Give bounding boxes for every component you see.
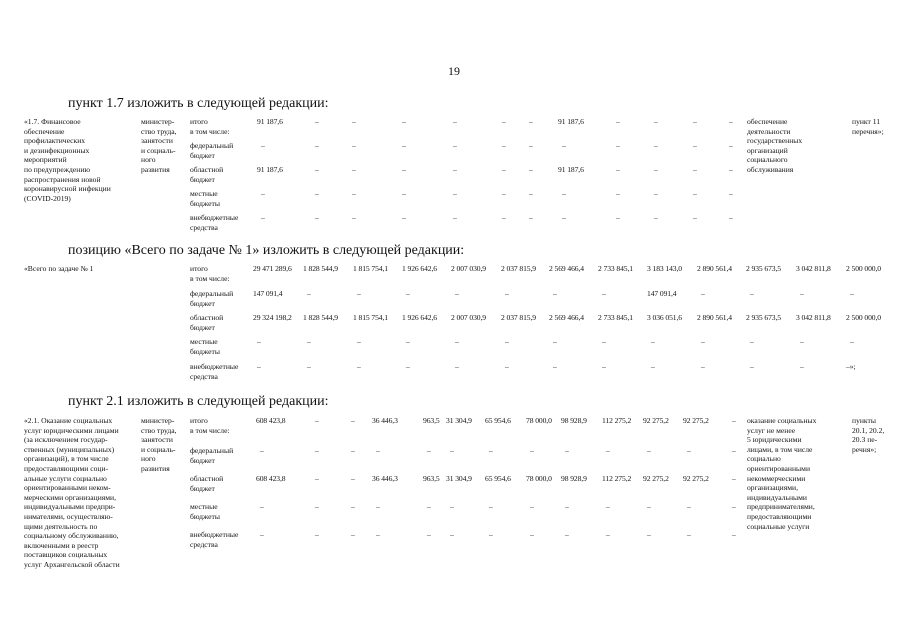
amount-cell: – <box>693 165 697 174</box>
amount-cell: 92 275,2 <box>683 474 709 483</box>
amount-cell: – <box>502 213 506 222</box>
amount-cell: – <box>647 502 651 511</box>
amount-cell: 2 037 815,9 <box>501 313 536 322</box>
amount-cell: – <box>352 165 356 174</box>
item-name-line: «2.1. Оказание социальных <box>24 416 113 425</box>
item-name-line: альные услуги социально <box>24 473 107 483</box>
amount-cell: – <box>307 337 311 346</box>
amount-cell: 2 569 466,4 <box>549 313 584 322</box>
amount-cell: – <box>261 141 265 150</box>
funding-source-label: итого <box>190 416 208 425</box>
amount-cell: – <box>729 189 733 198</box>
expected-result-line: предпринимателями, <box>747 502 815 512</box>
item-name-line: индивидуальными предпри- <box>24 502 116 512</box>
funding-source-label: бюджеты <box>190 198 220 208</box>
amount-cell: – <box>455 289 459 298</box>
amount-cell: 608 423,8 <box>256 474 286 483</box>
amount-cell: – <box>530 502 534 511</box>
amount-cell: – <box>351 416 355 425</box>
amount-cell: – <box>654 213 658 222</box>
funding-source-label: федеральный <box>190 446 234 455</box>
expected-result-line: ориентированными <box>747 464 811 473</box>
amount-cell: – <box>729 141 733 150</box>
amount-cell: 1 828 544,9 <box>303 313 338 322</box>
reference-line: пункты <box>852 416 876 425</box>
expected-result-line: социального <box>747 155 788 165</box>
amount-cell: – <box>376 530 380 539</box>
amount-cell: – <box>402 213 406 222</box>
amount-cell: – <box>505 337 509 346</box>
amount-cell: – <box>729 213 733 222</box>
funding-source-label: внебюджетные <box>190 213 239 222</box>
amount-cell: – <box>450 502 454 511</box>
amount-cell: – <box>260 530 264 539</box>
expected-result-line: услуг не менее <box>747 425 796 435</box>
amount-cell: – <box>427 446 431 455</box>
amount-cell: 1 926 642,6 <box>402 264 437 273</box>
expected-result-line: социально <box>747 454 781 464</box>
expected-result-line: 5 юридическими <box>747 435 802 445</box>
amount-cell: 31 304,9 <box>446 416 472 425</box>
amount-cell: 2 500 000,0 <box>846 313 881 322</box>
funding-source-label: местные <box>190 189 218 198</box>
executor-line: ного <box>141 454 156 464</box>
item-name-line: услуг юридическими лицами <box>24 425 119 435</box>
amount-cell: – <box>701 362 705 371</box>
item-name-line: по предупреждению <box>24 165 91 174</box>
amount-cell: 147 091,4 <box>253 289 283 298</box>
amount-cell: – <box>647 530 651 539</box>
amount-cell: –»; <box>846 362 856 371</box>
funding-source-label: бюджет <box>190 150 215 160</box>
amount-cell: – <box>352 213 356 222</box>
amount-cell: – <box>651 362 655 371</box>
item-name-line: (за исключением государ- <box>24 435 108 445</box>
amount-cell: 91 187,6 <box>257 117 283 126</box>
amount-cell: – <box>351 502 355 511</box>
amount-cell: – <box>616 213 620 222</box>
amount-cell: – <box>687 530 691 539</box>
amount-cell: – <box>351 474 355 483</box>
item-name-line: социальному обслуживанию, <box>24 531 119 541</box>
amount-cell: – <box>616 189 620 198</box>
amount-cell: – <box>453 117 457 126</box>
amount-cell: – <box>750 289 754 298</box>
amount-cell: 1 926 642,6 <box>402 313 437 322</box>
amount-cell: – <box>315 502 319 511</box>
amount-cell: – <box>606 446 610 455</box>
executor-line: ного <box>141 155 156 165</box>
section-heading: пункт 2.1 изложить в следующей редакции: <box>68 394 329 409</box>
amount-cell: – <box>750 337 754 346</box>
amount-cell: – <box>602 337 606 346</box>
amount-cell: – <box>654 165 658 174</box>
amount-cell: – <box>315 141 319 150</box>
amount-cell: – <box>529 117 533 126</box>
amount-cell: 29 471 289,6 <box>253 264 292 273</box>
amount-cell: 963,5 <box>423 474 440 483</box>
amount-cell: – <box>402 141 406 150</box>
amount-cell: 29 324 198,2 <box>253 313 292 322</box>
amount-cell: – <box>315 117 319 126</box>
executor-line: развития <box>141 165 170 174</box>
amount-cell: – <box>352 141 356 150</box>
amount-cell: – <box>315 189 319 198</box>
expected-result-line: государственных <box>747 136 803 146</box>
amount-cell: – <box>565 530 569 539</box>
expected-result-line: некоммерческими <box>747 473 806 483</box>
executor-line: министер- <box>141 117 175 126</box>
amount-cell: 91 187,6 <box>558 117 584 126</box>
amount-cell: – <box>530 530 534 539</box>
amount-cell: – <box>376 446 380 455</box>
amount-cell: 91 187,6 <box>257 165 283 174</box>
amount-cell: – <box>553 362 557 371</box>
amount-cell: – <box>402 117 406 126</box>
amount-cell: – <box>687 502 691 511</box>
amount-cell: 112 275,2 <box>602 416 632 425</box>
amount-cell: – <box>406 337 410 346</box>
item-name-line: щими деятельность по <box>24 521 98 531</box>
amount-cell: – <box>402 189 406 198</box>
expected-result-line: организациями, <box>747 483 798 493</box>
amount-cell: – <box>647 446 651 455</box>
item-name-line: включенными в реестр <box>24 540 99 550</box>
amount-cell: – <box>406 289 410 298</box>
amount-cell: – <box>450 530 454 539</box>
amount-cell: – <box>562 141 566 150</box>
funding-source-label: внебюджетные <box>190 530 239 539</box>
amount-cell: – <box>729 117 733 126</box>
amount-cell: – <box>693 213 697 222</box>
amount-cell: 36 446,3 <box>372 474 398 483</box>
item-name-line: коронавирусной инфекции <box>24 184 111 194</box>
amount-cell: – <box>530 446 534 455</box>
funding-source-label: в том числе: <box>190 126 230 136</box>
funding-source-label: местные <box>190 337 218 346</box>
amount-cell: – <box>406 362 410 371</box>
amount-cell: 2 890 561,4 <box>697 264 732 273</box>
amount-cell: 2 007 030,9 <box>451 313 486 322</box>
amount-cell: – <box>427 530 431 539</box>
executor-line: занятости <box>141 435 173 445</box>
amount-cell: – <box>732 446 736 455</box>
amount-cell: 2 569 466,4 <box>549 264 584 273</box>
amount-cell: – <box>315 474 319 483</box>
amount-cell: 92 275,2 <box>683 416 709 425</box>
expected-result-line: обеспечение <box>747 117 788 126</box>
amount-cell: 78 000,0 <box>526 474 552 483</box>
amount-cell: – <box>529 165 533 174</box>
amount-cell: 2 935 673,5 <box>746 313 781 322</box>
item-name-line: поставщиков социальных <box>24 550 108 560</box>
executor-line: занятости <box>141 136 173 146</box>
amount-cell: – <box>732 530 736 539</box>
amount-cell: – <box>307 289 311 298</box>
executor-line: и социаль- <box>141 444 176 454</box>
reference-line: речня»; <box>852 444 877 454</box>
expected-result-line: организаций <box>747 145 788 155</box>
funding-source-label: бюджет <box>190 455 215 465</box>
amount-cell: – <box>565 502 569 511</box>
amount-cell: – <box>260 446 264 455</box>
funding-source-label: федеральный <box>190 289 234 298</box>
funding-source-label: бюджет <box>190 174 215 184</box>
amount-cell: 963,5 <box>423 416 440 425</box>
funding-source-label: бюджеты <box>190 346 220 356</box>
funding-source-label: бюджет <box>190 298 215 308</box>
amount-cell: – <box>732 474 736 483</box>
amount-cell: – <box>687 446 691 455</box>
amount-cell: – <box>800 362 804 371</box>
executor-line: ство труда, <box>141 126 177 136</box>
item-name-line: «Всего по задаче № 1 <box>24 264 94 273</box>
amount-cell: 3 183 143,0 <box>647 264 682 273</box>
amount-cell: 2 007 030,9 <box>451 264 486 273</box>
amount-cell: – <box>502 165 506 174</box>
amount-cell: 2 733 845,1 <box>598 313 633 322</box>
amount-cell: 2 037 815,9 <box>501 264 536 273</box>
amount-cell: – <box>489 502 493 511</box>
amount-cell: – <box>505 289 509 298</box>
funding-source-label: средства <box>190 371 218 381</box>
expected-result-line: индивидуальными <box>747 492 807 502</box>
amount-cell: – <box>502 117 506 126</box>
executor-line: министер- <box>141 416 175 425</box>
amount-cell: 2 500 000,0 <box>846 264 881 273</box>
expected-result-line: социальные услуги <box>747 521 810 531</box>
amount-cell: 1 828 544,9 <box>303 264 338 273</box>
item-name-line: ориентированными неком- <box>24 483 111 493</box>
amount-cell: – <box>701 289 705 298</box>
amount-cell: – <box>489 530 493 539</box>
amount-cell: – <box>315 416 319 425</box>
reference-line: 20.3 пе- <box>852 435 878 445</box>
amount-cell: 31 304,9 <box>446 474 472 483</box>
item-name-line: нимателями, осуществляю- <box>24 512 113 521</box>
amount-cell: – <box>352 189 356 198</box>
funding-source-label: средства <box>190 222 218 232</box>
amount-cell: – <box>529 213 533 222</box>
amount-cell: 98 928,9 <box>561 474 587 483</box>
amount-cell: 2 733 845,1 <box>598 264 633 273</box>
amount-cell: – <box>357 362 361 371</box>
funding-source-label: местные <box>190 502 218 511</box>
amount-cell: – <box>693 189 697 198</box>
reference-line: перечня»; <box>852 126 884 136</box>
amount-cell: – <box>453 189 457 198</box>
item-name-line: мерческими организациями, <box>24 492 117 502</box>
amount-cell: – <box>654 117 658 126</box>
amount-cell: – <box>455 362 459 371</box>
amount-cell: – <box>701 337 705 346</box>
reference-line: 20.1, 20.2, <box>852 425 885 435</box>
item-name-line: организаций), в том числе <box>24 454 109 464</box>
amount-cell: – <box>850 289 854 298</box>
amount-cell: – <box>693 117 697 126</box>
funding-source-label: бюджет <box>190 322 215 332</box>
amount-cell: – <box>654 189 658 198</box>
amount-cell: – <box>529 141 533 150</box>
amount-cell: – <box>307 362 311 371</box>
amount-cell: – <box>553 289 557 298</box>
item-name-line: «1.7. Финансовое <box>24 117 81 126</box>
amount-cell: – <box>565 446 569 455</box>
amount-cell: 3 042 811,8 <box>796 264 831 273</box>
amount-cell: 3 036 051,6 <box>647 313 682 322</box>
expected-result-line: предоставляющими <box>747 512 812 521</box>
item-name-line: (COVID-2019) <box>24 193 71 203</box>
page-number: 19 <box>448 64 460 78</box>
amount-cell: 147 091,4 <box>647 289 677 298</box>
amount-cell: 65 954,6 <box>485 474 511 483</box>
amount-cell: – <box>606 530 610 539</box>
amount-cell: – <box>562 189 566 198</box>
amount-cell: – <box>732 416 736 425</box>
amount-cell: – <box>257 362 261 371</box>
amount-cell: – <box>602 289 606 298</box>
amount-cell: – <box>693 141 697 150</box>
item-name-line: ственных (муниципальных) <box>24 444 115 454</box>
amount-cell: 2 935 673,5 <box>746 264 781 273</box>
funding-source-label: итого <box>190 117 208 126</box>
amount-cell: 1 815 754,1 <box>353 264 388 273</box>
amount-cell: – <box>505 362 509 371</box>
amount-cell: – <box>376 502 380 511</box>
expected-result-line: деятельности <box>747 126 791 136</box>
item-name-line: предоставляющими соци- <box>24 464 109 473</box>
amount-cell: 3 042 811,8 <box>796 313 831 322</box>
funding-source-label: областной <box>190 313 224 322</box>
amount-cell: – <box>750 362 754 371</box>
executor-line: ство труда, <box>141 425 177 435</box>
amount-cell: – <box>261 189 265 198</box>
amount-cell: – <box>257 337 261 346</box>
funding-source-label: бюджет <box>190 483 215 493</box>
amount-cell: – <box>455 337 459 346</box>
amount-cell: – <box>616 141 620 150</box>
amount-cell: – <box>453 141 457 150</box>
amount-cell: – <box>352 117 356 126</box>
amount-cell: – <box>800 337 804 346</box>
expected-result-line: обслуживания <box>747 165 794 174</box>
item-name-line: распространения новой <box>24 174 101 184</box>
amount-cell: – <box>529 189 533 198</box>
funding-source-label: федеральный <box>190 141 234 150</box>
item-name-line: мероприятий <box>24 155 67 165</box>
reference-line: пункт 11 <box>852 117 881 126</box>
amount-cell: – <box>850 337 854 346</box>
amount-cell: – <box>616 165 620 174</box>
amount-cell: – <box>315 213 319 222</box>
amount-cell: 65 954,6 <box>485 416 511 425</box>
amount-cell: 608 423,8 <box>256 416 286 425</box>
amount-cell: 1 815 754,1 <box>353 313 388 322</box>
amount-cell: – <box>502 189 506 198</box>
amount-cell: 92 275,2 <box>643 416 669 425</box>
funding-source-label: бюджеты <box>190 511 220 521</box>
amount-cell: – <box>651 337 655 346</box>
amount-cell: – <box>553 337 557 346</box>
amount-cell: – <box>315 165 319 174</box>
amount-cell: 36 446,3 <box>372 416 398 425</box>
amount-cell: – <box>800 289 804 298</box>
amount-cell: – <box>562 213 566 222</box>
section-heading: пункт 1.7 изложить в следующей редакции: <box>68 96 329 111</box>
funding-source-label: в том числе: <box>190 425 230 435</box>
funding-source-label: в том числе: <box>190 273 230 283</box>
amount-cell: – <box>489 446 493 455</box>
amount-cell: 112 275,2 <box>602 474 632 483</box>
amount-cell: – <box>502 141 506 150</box>
amount-cell: – <box>453 213 457 222</box>
funding-source-label: итого <box>190 264 208 273</box>
amount-cell: – <box>357 337 361 346</box>
item-name-line: услуг Архангельской области <box>24 560 120 569</box>
funding-source-label: средства <box>190 539 218 549</box>
item-name-line: профилактических <box>24 136 86 146</box>
amount-cell: – <box>351 530 355 539</box>
amount-cell: 92 275,2 <box>643 474 669 483</box>
expected-result-line: оказание социальных <box>747 416 817 425</box>
amount-cell: – <box>450 446 454 455</box>
funding-source-label: внебюджетные <box>190 362 239 371</box>
amount-cell: – <box>402 165 406 174</box>
amount-cell: – <box>427 502 431 511</box>
amount-cell: – <box>602 362 606 371</box>
amount-cell: – <box>261 213 265 222</box>
item-name-line: обеспечение <box>24 126 65 136</box>
funding-source-label: областной <box>190 165 224 174</box>
item-name-line: и дезинфекционных <box>24 145 90 155</box>
amount-cell: 78 000,0 <box>526 416 552 425</box>
executor-line: и социаль- <box>141 145 176 155</box>
amount-cell: 98 928,9 <box>561 416 587 425</box>
amount-cell: – <box>315 446 319 455</box>
amount-cell: – <box>654 141 658 150</box>
amount-cell: – <box>260 502 264 511</box>
amount-cell: – <box>351 446 355 455</box>
expected-result-line: лицами, в том числе <box>747 444 813 454</box>
amount-cell: – <box>315 530 319 539</box>
amount-cell: – <box>729 165 733 174</box>
amount-cell: 91 187,6 <box>558 165 584 174</box>
amount-cell: – <box>616 117 620 126</box>
amount-cell: 2 890 561,4 <box>697 313 732 322</box>
section-heading: позицию «Всего по задаче № 1» изложить в следующей редакции: <box>68 243 465 258</box>
amount-cell: – <box>453 165 457 174</box>
amount-cell: – <box>606 502 610 511</box>
amount-cell: – <box>732 502 736 511</box>
executor-line: развития <box>141 464 170 473</box>
funding-source-label: областной <box>190 474 224 483</box>
amount-cell: – <box>357 289 361 298</box>
